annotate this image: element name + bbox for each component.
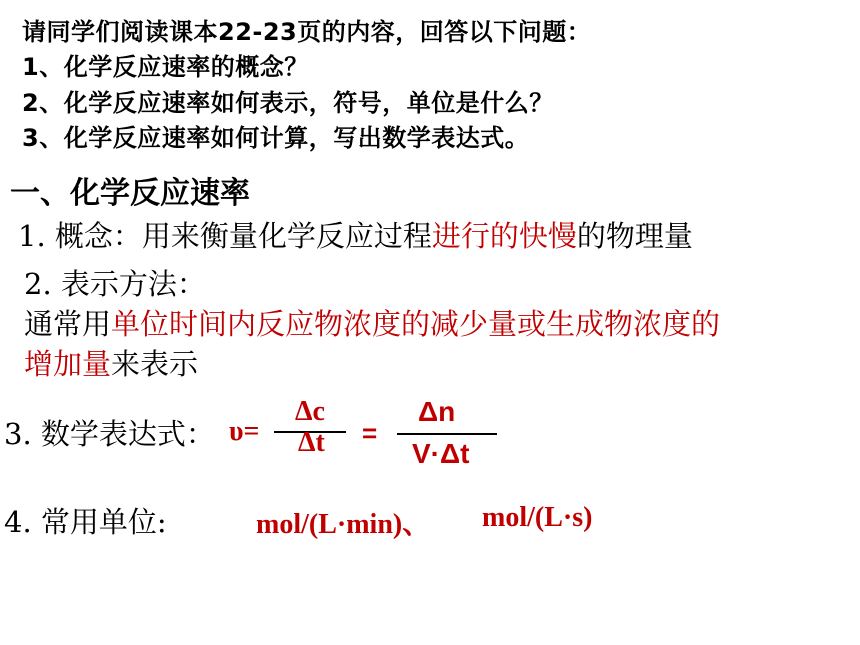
question-1: 1、化学反应速率的概念？: [22, 53, 309, 81]
expression-label: 3. 数学表达式：: [4, 417, 215, 451]
representation-highlight-1: 单位时间内反应物浓度的减少量或生成物浓度的: [111, 307, 721, 341]
fraction-2-denominator: V·Δt: [412, 438, 470, 469]
representation-line-1: [24, 302, 720, 343]
fraction-2-numerator: Δn: [418, 396, 456, 427]
representation-label: 2. 表示方法：: [24, 267, 206, 301]
units-label: 4. 常用单位:: [4, 505, 167, 539]
concept-line: [18, 214, 693, 255]
unit-per-minute: mol/(L·min)、: [256, 509, 431, 540]
representation-tail: 来表示: [111, 347, 199, 381]
section-title: 一、化学反应速率: [10, 176, 250, 211]
question-2: 2、化学反应速率如何表示，符号，单位是什么？: [22, 89, 554, 117]
representation-line-2: [24, 342, 198, 383]
concept-highlight: 进行的快慢: [431, 219, 577, 253]
concept-label: 1. 概念：用来衡量化学反应过程: [18, 219, 432, 253]
unit-per-second: mol/(L·s): [482, 502, 593, 533]
representation-highlight-2: 增加量: [24, 347, 112, 381]
rate-symbol: υ=: [229, 416, 260, 447]
concept-tail: 的物理量: [576, 219, 693, 253]
equals-sign: =: [362, 418, 378, 448]
fraction-1-denominator: Δt: [298, 427, 325, 458]
intro-text: 请同学们阅读课本22-23页的内容，回答以下问题：: [22, 18, 592, 46]
representation-prefix: 通常用: [24, 307, 112, 341]
fraction-1-numerator: Δc: [295, 396, 325, 427]
fraction-2-bar: [397, 433, 497, 435]
question-3: 3、化学反应速率如何计算，写出数学表达式。: [22, 124, 530, 152]
